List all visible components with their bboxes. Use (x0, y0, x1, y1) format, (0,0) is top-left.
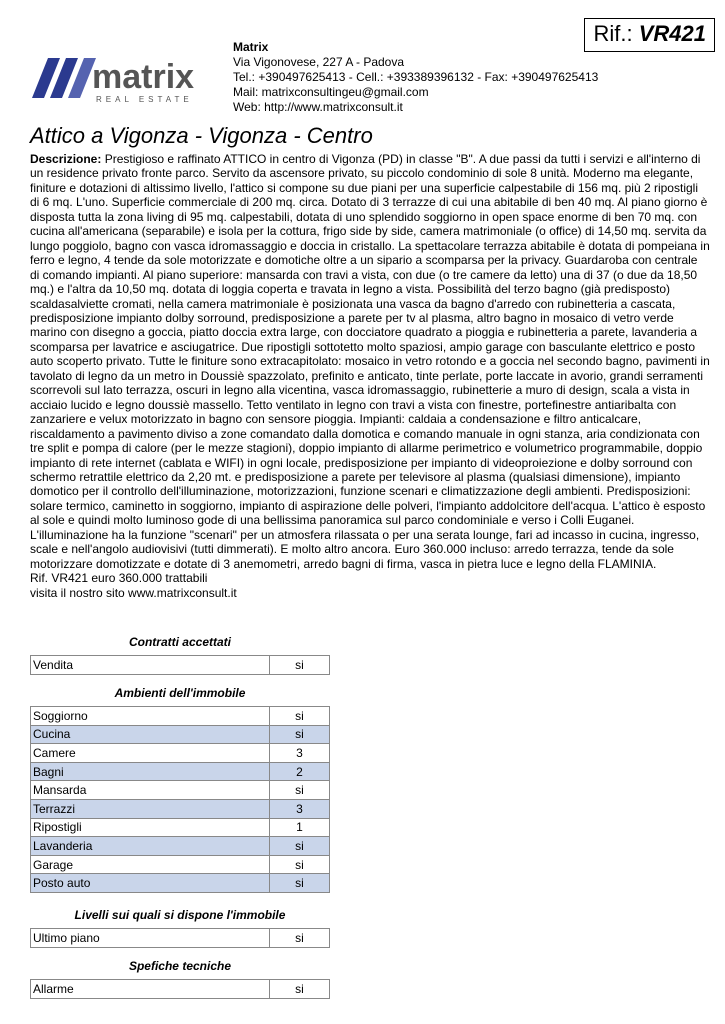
table-tecniche (30, 979, 330, 999)
logo-subtext: REAL ESTATE (96, 95, 193, 104)
agency-name: Matrix (233, 40, 269, 54)
row-label: Cucina (31, 725, 270, 744)
row-value: si (270, 781, 330, 800)
table-row (31, 725, 330, 744)
listing-description (30, 152, 710, 600)
table-ambienti (30, 706, 330, 893)
table-row (31, 980, 330, 999)
logo-text: matrix (92, 58, 195, 96)
agency-mail: Mail: matrixconsultingeu@gmail.com (233, 85, 429, 99)
listing-title: Attico a Vigonza - Vigonza - Centro (30, 123, 373, 148)
row-value: si (270, 980, 330, 999)
table-row (31, 744, 330, 763)
row-value: si (270, 725, 330, 744)
row-label: Terrazzi (31, 799, 270, 818)
row-label: Soggiorno (31, 707, 270, 726)
row-value: si (270, 874, 330, 893)
table-livelli (30, 928, 330, 948)
row-value: si (270, 855, 330, 874)
row-value: si (270, 707, 330, 726)
section-title-contratti: Contratti accettati (128, 635, 232, 649)
row-value: 3 (270, 799, 330, 818)
table-row (31, 818, 330, 837)
section-title-tecniche: Spefiche tecniche (128, 959, 232, 973)
table-row (31, 656, 330, 675)
description-text: Prestigioso e raffinato ATTICO in centro di Vigonza (PD) in classe "B". A due passi da tutti i servizi e all'interno di un residence privato fronte parco. Servito da ascensore privato, su piccolo condominio di sole 8 unità. Moderno ma elegante, finiture e dotazioni di altissimo livello, l'attico si compone su due piani per una superficie calpestabile di 156 mq. più 2 ripostigli di 6 mq. L'uno. Superficie commerciale di 200 mq. circa. Dotato di 3 terrazze di cui una abitabile di ben 40 mq. Al piano giorno è disposta tutta la zona living di 95 mq. calpestabili, dotata di uno splendido soggiorno in open space enorme di ben 70 mq. con cucina all'americana (separabile) e isola per la cottura, frigo side by side, camera matrimoniale (o office) di 14,50 mq. servita da lungo poggiolo, bagno con vasca idromassaggio e doccia in cristallo. La spettacolare terrazza abitabile è dotata di pompeiana in ferro e legno, 4 tende da sole motorizzate e domotiche oltre a un sipario a scomparsa per la privacy. Guardaroba con centrale di comando impianti. Al piano superiore: mansarda con travi a vista, con due (o tre camere da letto) una di 37 (o due da 18,50 mq.) e l'altra da 10,50 mq. dotata di loggia coperta e travata in legno a vista. Possibilità del terzo bagno (già predisposto) scaldasalviette cromati, nella camera matrimoniale è posizionata una vasca da bagno d'arredo con rubinetteria a cascata, predisposizione impianto dolby sorround, predisposizione a parete per tv al plasma, altro bagno in mosaico di vetro verde marino con disegno a goccia, piatto doccia extra large, con docciatore quadrato a pioggia e rubinetteria a parete, lavanderia a scomparsa per lavatrice e asciugatrice. Due ripostigli sottotetto molto spaziosi, ampio garage con basculante elettrico e posto auto scoperto privato. Tutte le finiture sono extracapitolato: mosaico in vetro rotondo e a goccia nel secondo bagno, pavimenti in tavolato di legno da un metro in Doussiè spazzolato, prefinito e anticato, tinte perlate, porte laccate in avorio, grandi serramenti scorrevoli sul lato terrazza, oscuri in legno alla vicentina, vasca idromassaggio, rubinetterie a muro di design, scala a vista in acciaio lucido e legno doussiè massello. Tetto ventilato in legno con travi a vista con finestre, portefinestre antiaribalta con zanzariere e velux motorizzato in bagno con sensore pioggia. Impianti: caldaia a condensazione e filtro anticalcare, riscaldamento a pavimento diviso a zone comandato dalla domotica e comando manuale in ogni stanza, aria condizionata con tre split e pompa di calore (per le mezze stagioni), doppio impianto di allarme perimetrico e volumetrico programmabile, doppio impianto di rete internet (cablata e WIFI) in ogni locale, predisposizione per impianto di videoproiezione e dolby sorround con schermo retrattile elettrico da 2,20 mt. e predisposizione a parete per televisore al plasma (qualsiasi dimensione), impianto domotico per il controllo dell'illuminazione, motorizzazioni, funzione scenari e climatizzazione degli ambienti. Predisposizioni: solare termico, caminetto in soggiorno, impianto di aspirazione delle polveri, l'impianto addolcitore dell'acqua. L'attico è esposto al sole e quindi molto luminoso gode di una bellissima panoramica sul parco condominiale e verso i Colli Euganei. L'illuminazione ha la funzione "scenari" per un atmosfera rilassata o per una serata lounge, fari ad incasso in cucina, ingresso, scale e nell'angolo audiovisivi (tutti dimmerati). E molto altro ancora. Euro 360.000 incluso: arredo terrazza, tende da sole motorizzare domotizzate e dotate di 3 anemometri, arredo bagni di firma, vasca in pietra luce e legno della FLAMINIA. (30, 152, 710, 571)
row-value: 3 (270, 744, 330, 763)
company-logo (30, 50, 220, 110)
reference-box (584, 18, 715, 52)
row-value: 2 (270, 762, 330, 781)
agency-address: Via Vigonovese, 227 A - Padova (233, 55, 405, 69)
site-line: visita il nostro sito www.matrixconsult.it (30, 585, 237, 600)
row-label: Vendita (31, 656, 270, 675)
agency-contact (233, 40, 598, 115)
row-value: si (270, 929, 330, 948)
row-label: Allarme (31, 980, 270, 999)
row-label: Bagni (31, 762, 270, 781)
reference-prefix: Rif.: (593, 21, 639, 46)
table-row (31, 874, 330, 893)
table-row (31, 929, 330, 948)
table-row (31, 762, 330, 781)
description-label: Descrizione: (30, 152, 102, 166)
row-value: si (270, 837, 330, 856)
section-title-livelli: Livelli sui quali si dispone l'immobile (74, 908, 286, 922)
table-row (31, 781, 330, 800)
table-contratti (30, 655, 330, 675)
table-row (31, 799, 330, 818)
row-value: 1 (270, 818, 330, 837)
agency-phones: Tel.: +390497625413 - Cell.: +393389396132 - Fax: +390497625413 (233, 70, 599, 84)
row-label: Mansarda (31, 781, 270, 800)
row-label: Camere (31, 744, 270, 763)
section-title-ambienti: Ambienti dell'immobile (114, 686, 246, 700)
table-row (31, 855, 330, 874)
table-row (31, 837, 330, 856)
row-label: Ultimo piano (31, 929, 270, 948)
row-label: Ripostigli (31, 818, 270, 837)
reference-code: VR421 (638, 21, 706, 46)
agency-web: Web: http://www.matrixconsult.it (233, 100, 403, 114)
table-row (31, 707, 330, 726)
row-label: Garage (31, 855, 270, 874)
price-line: Rif. VR421 euro 360.000 trattabili (30, 571, 208, 586)
row-label: Posto auto (31, 874, 270, 893)
row-label: Lavanderia (31, 837, 270, 856)
row-value: si (270, 656, 330, 675)
